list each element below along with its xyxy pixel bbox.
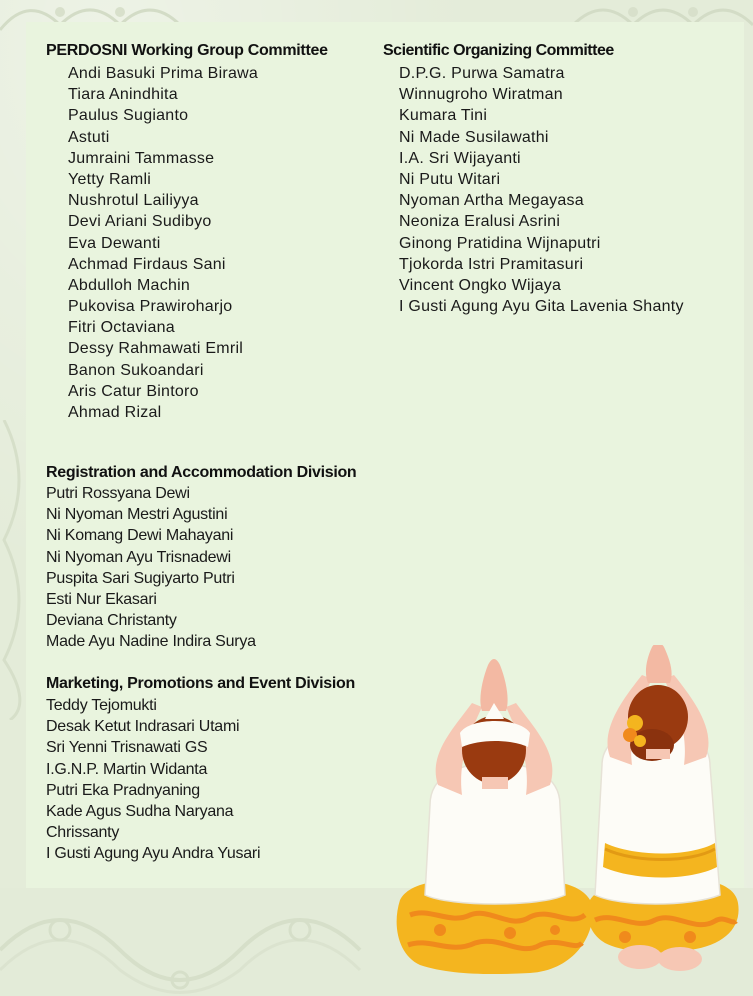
list-item: Teddy Tejomukti — [46, 697, 157, 714]
list-item: Dessy Rahmawati Emril — [68, 340, 244, 358]
list-item: Fitri Octaviana — [68, 319, 175, 337]
list-item: I Gusti Agung Ayu Andra Yusari — [46, 845, 261, 863]
list-item: Nushrotul Lailiyya — [68, 192, 199, 210]
list-item: Andi Basuki Prima Birawa — [68, 65, 259, 82]
list-item: Kumara Tini — [399, 107, 488, 125]
list-item: Sri Yenni Trisnawati GS — [46, 739, 208, 757]
list-item: Ginong Pratidina Wijnaputri — [399, 234, 601, 252]
registration-list — [46, 483, 256, 653]
list-item: Aris Catur Bintoro — [68, 382, 199, 400]
list-item: Vincent Ongko Wijaya — [399, 276, 562, 294]
list-item: Astuti — [68, 128, 110, 146]
list-item: Ni Made Susilawathi — [399, 128, 549, 146]
marketing-list — [46, 695, 260, 865]
praying-figures-illustration — [390, 645, 745, 990]
list-item: Ni Nyoman Mestri Agustini — [46, 506, 228, 524]
list-item: D.P.G. Purwa Samatra — [399, 65, 565, 82]
list-item: Kade Agus Sudha Naryana — [46, 802, 234, 820]
list-item: Deviana Christanty — [46, 612, 177, 630]
perdosni-list — [68, 63, 258, 423]
perdosni-title: PERDOSNI Working Group Committee — [46, 42, 328, 59]
list-item: Achmad Firdaus Sani — [68, 255, 226, 273]
marketing-title: Marketing, Promotions and Event Division — [46, 675, 355, 692]
list-item: Ahmad Rizal — [68, 404, 162, 421]
scientific-list — [399, 63, 684, 317]
list-item: Yetty Ramli — [68, 170, 152, 188]
list-item: Paulus Sugianto — [68, 107, 189, 125]
list-item: Tjokorda Istri Pramitasuri — [399, 255, 584, 273]
list-item: Made Ayu Nadine Indira Surya — [46, 633, 256, 651]
list-item: Ni Nyoman Ayu Trisnadewi — [46, 548, 231, 566]
list-item: Nyoman Artha Megayasa — [399, 192, 584, 210]
list-item: Devi Ariani Sudibyo — [68, 213, 212, 231]
list-item: Eva Dewanti — [68, 234, 161, 252]
list-item: Ni Putu Witari — [399, 170, 501, 188]
list-item: Abdulloh Machin — [68, 276, 191, 294]
list-item: Putri Rossyana Dewi — [46, 485, 190, 502]
list-item: Putri Eka Pradnyaning — [46, 781, 200, 799]
list-item: Esti Nur Ekasari — [46, 590, 157, 608]
list-item: Pukovisa Prawiroharjo — [68, 298, 233, 316]
scientific-title: Scientific Organizing Committee — [383, 42, 614, 59]
list-item: Winnugroho Wiratman — [399, 86, 563, 104]
man-figure — [397, 659, 593, 974]
list-item: I Gusti Agung Ayu Gita Lavenia Shanty — [399, 298, 684, 316]
list-item: I.A. Sri Wijayanti — [399, 149, 521, 167]
list-item: Banon Sukoandari — [68, 361, 204, 379]
list-item: I.G.N.P. Martin Widanta — [46, 760, 208, 778]
list-item: Puspita Sari Sugiyarto Putri — [46, 569, 235, 587]
list-item: Desak Ketut Indrasari Utami — [46, 718, 240, 736]
registration-title: Registration and Accommodation Division — [46, 464, 357, 481]
list-item: Jumraini Tammasse — [68, 149, 215, 167]
list-item: Chrissanty — [46, 824, 120, 842]
list-item: Neoniza Eralusi Asrini — [399, 213, 561, 231]
woman-figure — [588, 645, 739, 971]
list-item: Ni Komang Dewi Mahayani — [46, 527, 234, 545]
list-item: Tiara Anindhita — [68, 86, 178, 104]
